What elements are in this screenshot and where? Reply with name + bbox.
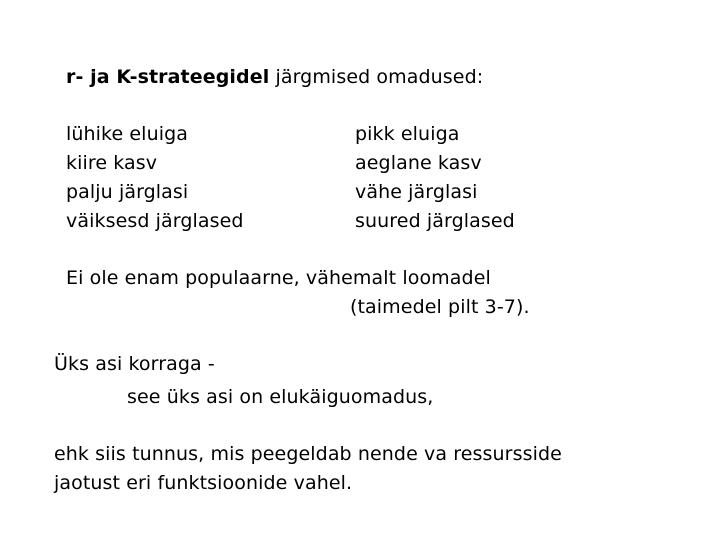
- one-thing-line-1: Üks asi korraga -: [54, 353, 215, 375]
- r-trait-4: väiksesd järglased: [66, 210, 244, 232]
- popularity-line-1: Ei ole enam populaarne, vähemalt loomadel: [66, 267, 491, 289]
- popularity-line-2: (taimedel pilt 3-7).: [350, 296, 530, 318]
- trait-line-1: ehk siis tunnus, mis peegeldab nende va ressursside: [54, 443, 562, 465]
- k-trait-4: suured järglased: [355, 210, 515, 232]
- k-trait-1: pikk eluiga: [355, 123, 460, 145]
- heading: [66, 66, 483, 88]
- heading-bold: r- ja K-strateegidel: [66, 66, 270, 88]
- r-trait-1: lühike eluiga: [66, 123, 188, 145]
- k-trait-3: vähe järglasi: [355, 181, 478, 203]
- r-trait-3: palju järglasi: [66, 181, 189, 203]
- one-thing-line-2: see üks asi on elukäiguomadus,: [127, 386, 434, 408]
- k-trait-2: aeglane kasv: [355, 152, 482, 174]
- heading-rest: järgmised omadused:: [275, 66, 484, 88]
- r-trait-2: kiire kasv: [66, 152, 158, 174]
- trait-line-2: jaotust eri funktsioonide vahel.: [54, 472, 353, 494]
